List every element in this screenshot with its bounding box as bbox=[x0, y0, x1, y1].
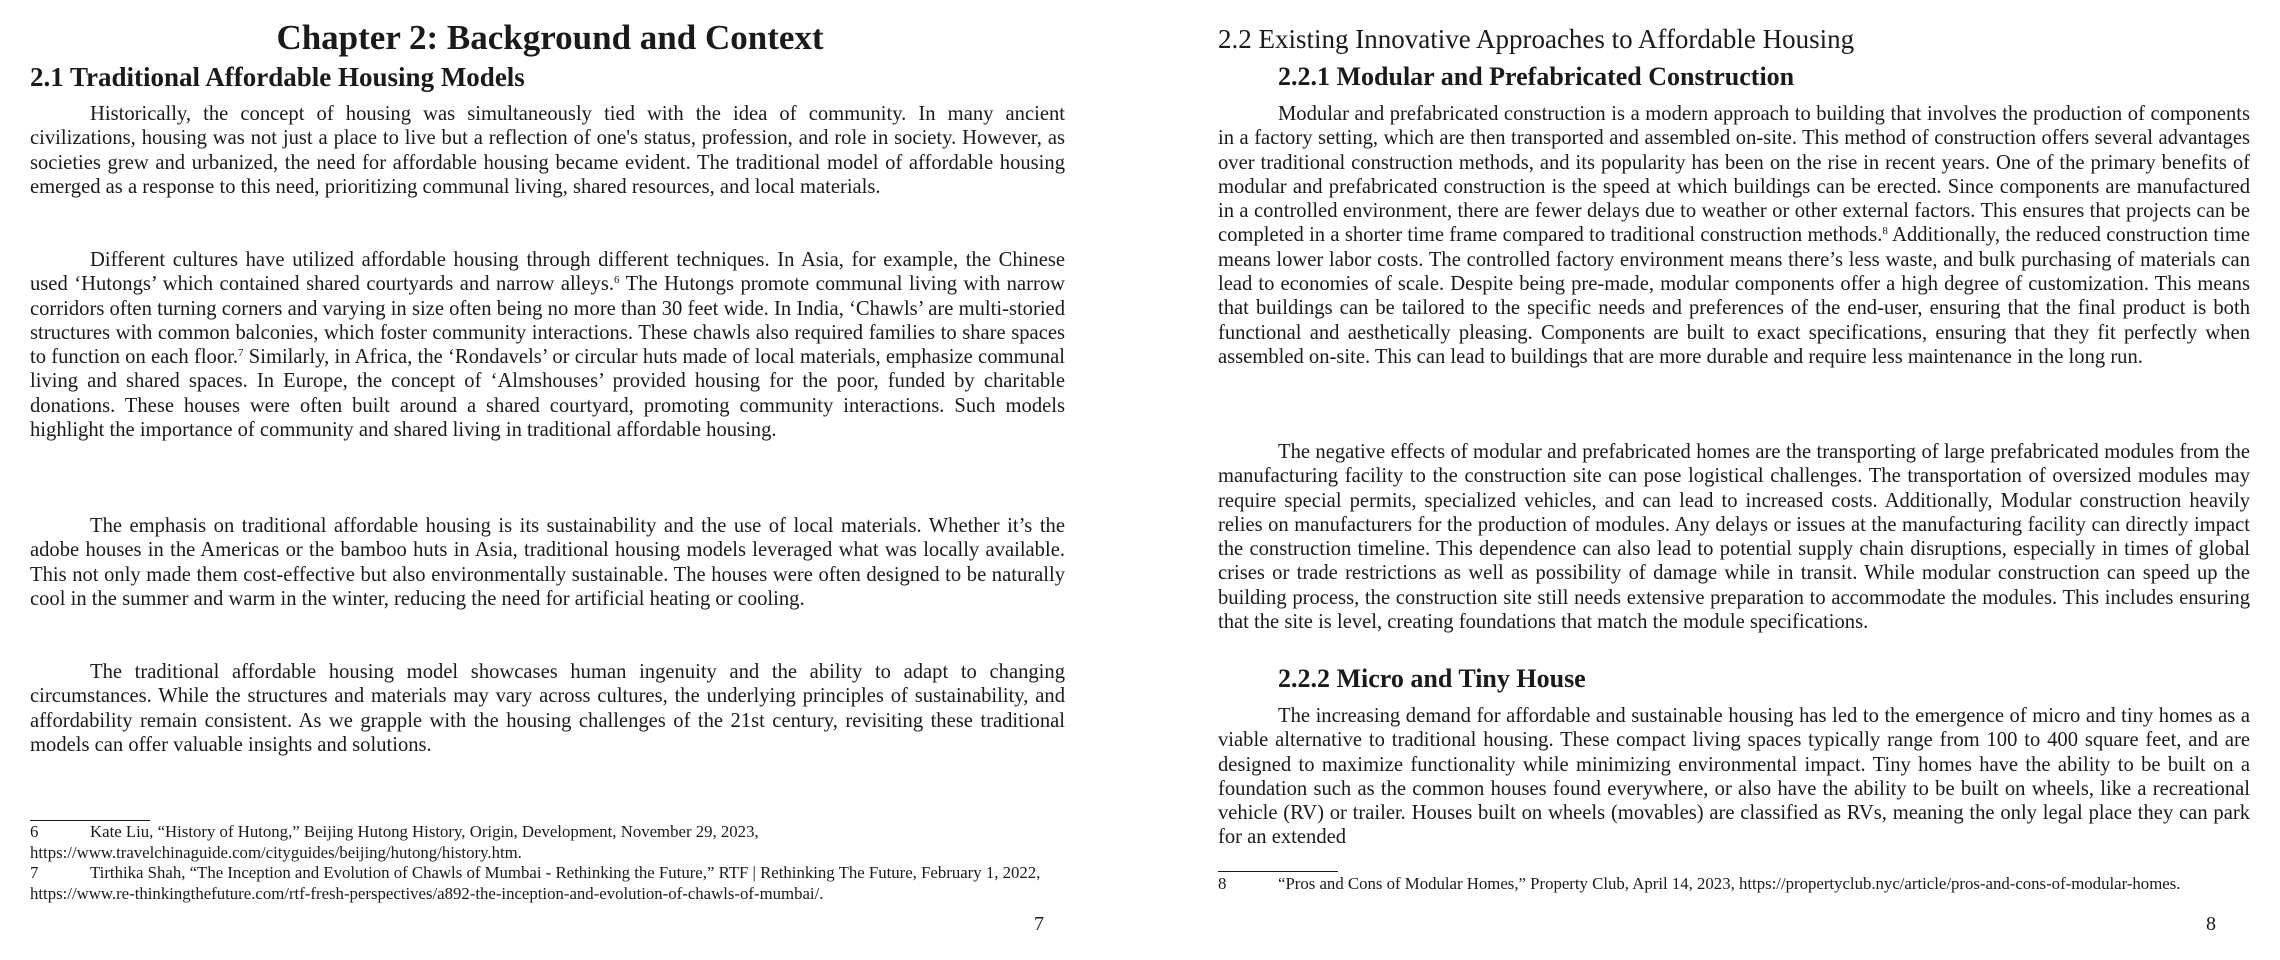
page-number: 7 bbox=[1034, 913, 1044, 935]
footnote-rule bbox=[30, 820, 150, 821]
footnote: 7 Tirthika Shah, “The Inception and Evolution of Chawls of Mumbai - Rethinking the Future,” RTF | Rethinking The Future, February 1, 2022, https://www.re-thinkingthefuture.com/rtf-fresh-perspectives/a892-the-inception-and-evolution-of-chawls-of-mumbai/. bbox=[30, 863, 1041, 903]
subsection-heading-2-2-1: 2.2.1 Modular and Prefabricated Construction bbox=[1278, 62, 1795, 91]
footnote: 6 Kate Liu, “History of Hutong,” Beijing Hutong History, Origin, Development, November 29, 2023, https://www.travelchinaguide.com/cityguides/beijing/hutong/history.htm. bbox=[30, 822, 759, 862]
paragraph: The emphasis on traditional affordable housing is its sustainability and the use of local materials. Whether it’s the adobe houses in the Americas or the bamboo huts in Asia, traditional housing models leveraged what was locally available. This not only made them cost-effective but also environmentally sustainable. The houses were often designed to be naturally cool in the summer and warm in the winter, reducing the need for artificial heating or cooling. bbox=[30, 515, 1065, 610]
paragraph: Modular and prefabricated construction is a modern approach to building that involves the production of components in a factory setting, which are then transported and assembled on-site. This method of construction offers several advantages over traditional construction methods, and its popularity has been on the rise in recent years. One of the primary benefits of modular and prefabricated construction is the speed at which buildings can be erected. Since components are manufactured in a controlled environment, there are fewer delays due to weather or other external factors. This ensures that projects can be completed in a shorter time frame compared to traditional construction methods.$^8$ Additionally, the reduced construction time means lower labor costs. The controlled factory environment means there’s less waste, and bulk purchasing of materials can lead to economies of scale. Despite being pre-made, modular components offer a high degree of customization. This means that buildings can be tailored to the specific needs and preferences of the end-user, ensuring that the final product is both functional and aesthetically pleasing. Components are built to exact specifications, ensuring that they fit perfectly when assembled on-site. This can lead to buildings that are more durable and require less maintenance in the long run. bbox=[1218, 103, 2250, 368]
footnote-ref[interactable]: 8 bbox=[1882, 225, 1888, 238]
footnote-ref[interactable]: 7 bbox=[238, 347, 244, 360]
page-number: 8 bbox=[2206, 913, 2216, 935]
section-heading-2-1: 2.1 Traditional Affordable Housing Models bbox=[30, 62, 525, 92]
paragraph: The traditional affordable housing model showcases human ingenuity and the ability to adapt to changing circumstances. While the structures and materials may vary across cultures, the underlying principles of sustainability, and affordability remain consistent. As we grapple with the housing challenges of the 21st century, revisiting these traditional models can offer valuable insights and solutions. bbox=[30, 661, 1065, 756]
paragraph: The increasing demand for affordable and sustainable housing has led to the emergence of micro and tiny homes as a viable alternative to traditional housing. These compact living spaces typically range from 100 to 400 square feet, and are designed to maximize functionality while minimizing environmental impact. Tiny homes have the ability to be built on a foundation such as the common houses found everywhere, or also have the ability to be built on wheels, like a recreational vehicle (RV) or trailer. Houses built on wheels (movables) are classified as RVs, meaning the only legal place they can park for an extended bbox=[1218, 705, 2250, 849]
right-page bbox=[1218, 0, 2250, 960]
paragraph: The negative effects of modular and prefabricated homes are the transporting of large prefabricated modules from the manufacturing facility to the construction site can pose logistical challenges. The transportation of oversized modules may require special permits, specialized vehicles, and can lead to increased costs. Additionally, Modular construction heavily relies on manufacturers for the production of modules. Any delays or issues at the manufacturing facility can directly impact the construction timeline. This dependence can also lead to potential supply chain disruptions, especially in times of global crises or trade restrictions as well as possibility of damage while in transit. While modular construction can speed up the building process, the construction site still needs extensive preparation to accommodate the modules. This includes ensuring that the site is level, creating foundations that match the module specifications. bbox=[1218, 441, 2250, 634]
footnote-ref[interactable]: 6 bbox=[614, 274, 620, 287]
left-page bbox=[30, 0, 1070, 960]
footnote-rule bbox=[1218, 871, 1338, 872]
paragraph: Different cultures have utilized affordable housing through different techniques. In Asia, for example, the Chinese used ‘Hutongs’ which contained shared courtyards and narrow alleys.$^6$ The Hutongs promote communal living with narrow corridors often turning corners and varying in size often being no more than 30 feet wide. In India, ‘Chawls’ are multi-storied structures with common balconies, which foster community interactions. These chawls also required families to share spaces to function on each floor.$^7$ Similarly, in Africa, the ‘Rondavels’ or circular huts made of local materials, emphasize communal living and shared spaces. In Europe, the concept of ‘Almshouses’ provided housing for the poor, funded by charitable donations. These houses were often built around a shared courtyard, promoting community interactions. Such models highlight the importance of community and shared living in traditional affordable housing. bbox=[30, 249, 1065, 442]
footnote: 8 “Pros and Cons of Modular Homes,” Property Club, April 14, 2023, https://propertyclub.nyc/article/pros-and-cons-of-modular-homes. bbox=[1218, 874, 2181, 893]
section-heading-2-2: 2.2 Existing Innovative Approaches to Affordable Housing bbox=[1218, 24, 1855, 54]
subsection-heading-2-2-2: 2.2.2 Micro and Tiny House bbox=[1278, 664, 1586, 693]
chapter-title: Chapter 2: Background and Context bbox=[276, 18, 824, 57]
paragraph: Historically, the concept of housing was simultaneously tied with the idea of community. In many ancient civilizations, housing was not just a place to live but a reflection of one's status, profession, and role in society. However, as societies grew and urbanized, the need for affordable housing became evident. The traditional model of affordable housing emerged as a response to this need, prioritizing communal living, shared resources, and local materials. bbox=[30, 103, 1065, 198]
